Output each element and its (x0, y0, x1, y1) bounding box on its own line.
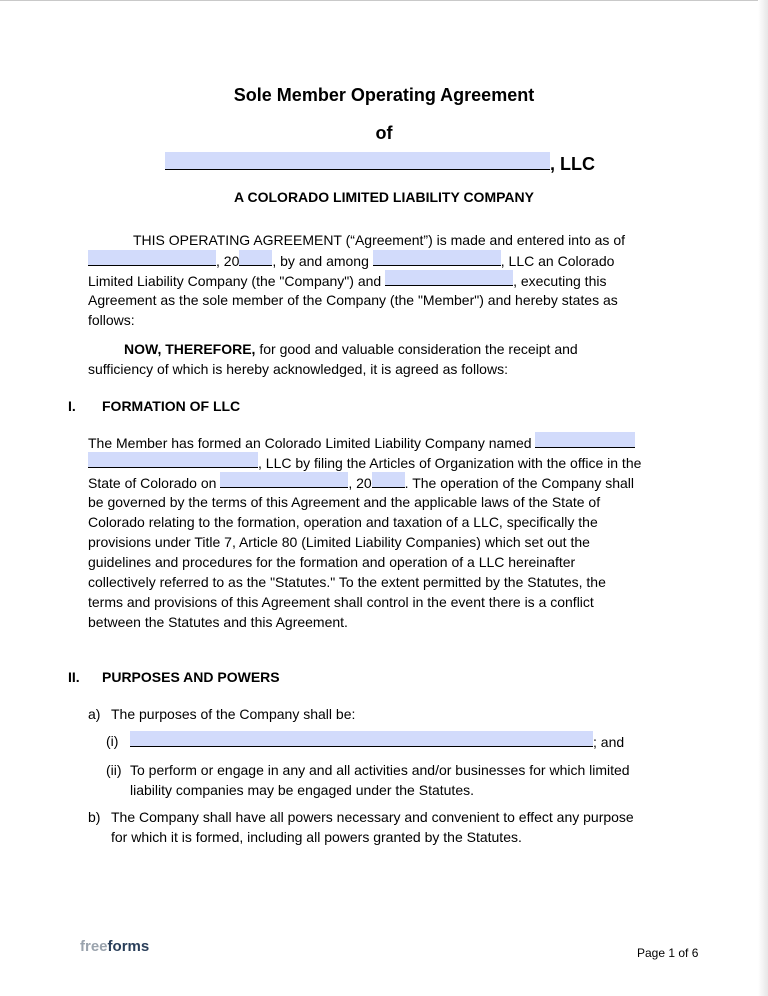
item-ii-line-1: To perform or engage in any and all activities and/or businesses for which limited (130, 762, 630, 778)
llc-suffix: , LLC (550, 154, 595, 174)
item-i-label: (i) (106, 733, 119, 749)
section-1-heading: FORMATION OF LLC (102, 398, 241, 414)
intro-year-field[interactable] (239, 250, 272, 266)
section-1-line-1: The Member has formed an Colorado Limited Liability Company named (88, 432, 688, 453)
section-1-line-5: Colorado relating to the formation, operation and taxation of a LLC, specifically the (88, 514, 598, 530)
item-a-text: The purposes of the Company shall be: (111, 706, 356, 722)
section-1-line-3: State of Colorado on , 20 . The operation of the Company shall (88, 472, 688, 493)
item-ii-line-2: liability companies may be engaged under the Statutes. (130, 782, 474, 798)
section-1-line-8: collectively referred to as the "Statutes." To the extent permitted by the Statutes, the (88, 574, 606, 590)
intro-company-field[interactable] (373, 250, 501, 266)
section-2-number: II. (68, 669, 80, 685)
document-of: of (375, 123, 393, 143)
item-b-label: b) (88, 809, 101, 825)
section-1-line-6: provisions under Title 7, Article 80 (Limited Liability Companies) which set out the (88, 534, 590, 550)
now-therefore-line-1: NOW, THEREFORE, for good and valuable consideration the receipt and (124, 341, 578, 357)
item-b-line-2: for which it is formed, including all powers granted by the Statutes. (111, 829, 522, 845)
company-name-field[interactable] (165, 152, 550, 170)
now-therefore-line-2: sufficiency of which is hereby acknowledged, it is agreed as follows: (88, 361, 508, 377)
llc-name-field-a[interactable] (535, 432, 635, 448)
intro-line-1: THIS OPERATING AGREEMENT (“Agreement”) is made and entered into as of (133, 232, 625, 248)
section-1-line-10: between the Statutes and this Agreement. (88, 614, 348, 630)
section-1-line-4: be governed by the terms of this Agreement and the applicable laws of the State of (88, 494, 601, 510)
item-ii-label: (ii) (106, 762, 122, 778)
item-a-label: a) (88, 706, 101, 722)
section-1-line-7: guidelines and procedures for the formation and operation of a LLC hereinafter (88, 554, 576, 570)
item-b-line-1: The Company shall have all powers necessary and convenient to effect any purpose (111, 809, 634, 825)
llc-name-field-b[interactable] (88, 452, 258, 468)
company-name-line (165, 152, 595, 175)
top-border (0, 0, 768, 1)
document-subtitle: A COLORADO LIMITED LIABILITY COMPANY (234, 189, 534, 205)
document-title: Sole Member Operating Agreement (233, 85, 535, 105)
intro-line-3: Limited Liability Company (the "Company") and , executing this (88, 270, 688, 291)
section-1-line-9: terms and provisions of this Agreement shall control in the event there is a conflict (88, 594, 594, 610)
intro-line-2: , 20 , by and among , LLC an Colorado (88, 250, 688, 271)
intro-date-field[interactable] (88, 250, 216, 266)
page-edge-shadow (758, 0, 768, 996)
intro-line-4: Agreement as the sole member of the Company (the "Member") and hereby states as (88, 292, 618, 308)
filing-year-field[interactable] (372, 472, 405, 488)
filing-date-field[interactable] (220, 472, 348, 488)
purpose-field[interactable] (130, 731, 593, 747)
item-i-line: ; and (130, 731, 624, 752)
intro-member-field[interactable] (385, 270, 513, 286)
section-2-heading: PURPOSES AND POWERS (102, 669, 280, 685)
section-1-line-2: , LLC by filing the Articles of Organization with the office in the (88, 452, 688, 473)
page-number: Page 1 of 6 (637, 946, 699, 960)
intro-line-5: follows: (88, 312, 135, 328)
freeforms-logo: freeforms (80, 938, 150, 955)
section-1-number: I. (68, 398, 76, 414)
